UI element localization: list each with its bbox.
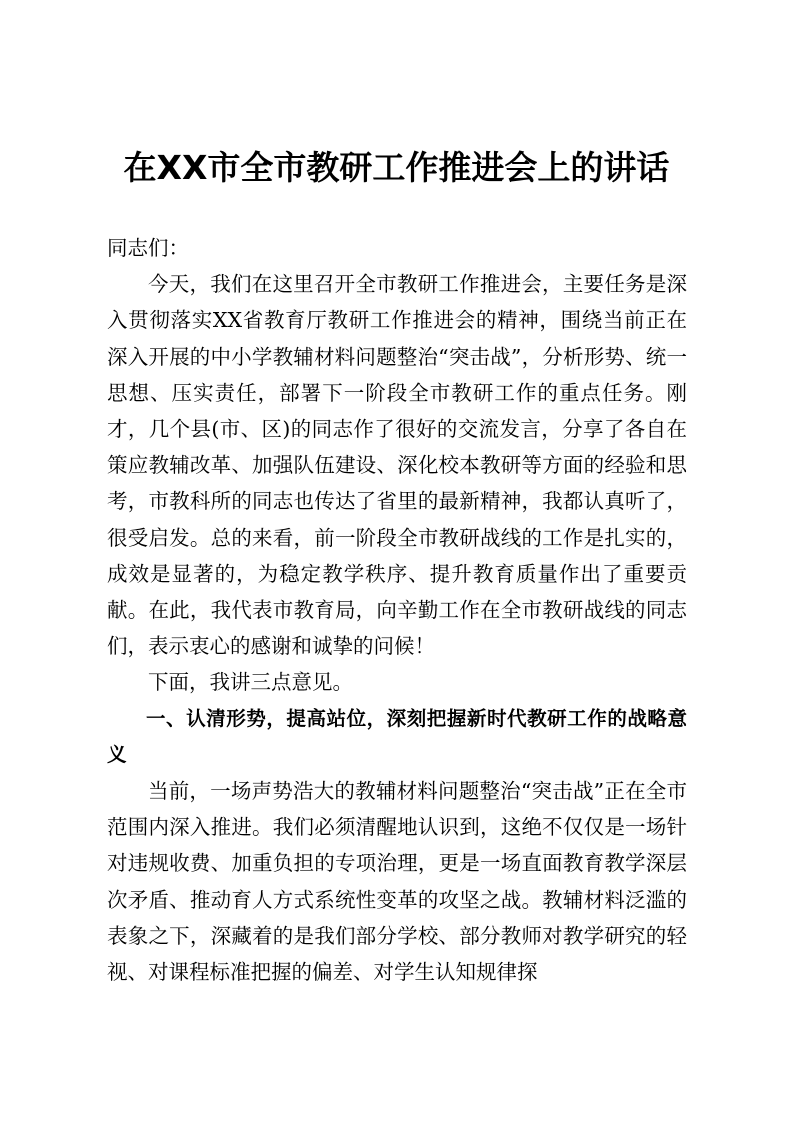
salutation: 同志们：: [107, 236, 189, 260]
paragraph-transition: 下面，我讲三点意见。: [148, 670, 353, 695]
section-heading-1: 一、认清形势，提高站位，深刻把握新时代教研工作的战略意义: [107, 706, 687, 766]
document-body: [107, 230, 687, 990]
paragraph-opening: 今天，我们在这里召开全市教研工作推进会，主要任务是深入贯彻落实XX省教育厅教研工作推进会的精神，围绕当前正在深入开展的中小学教辅材料问题整治“突击战”，分析形势、统一思想、压实责任，部署下一阶段全市教研工作的重点任务。刚才，几个县(市、区)的同志作了很好的交流发言，分享了各自在策应教辅改革、加强队伍建设、深化校本教研等方面的经验和思考，市教科所的同志也传达了省里的最新精神，我都认真听了，很受启发。总的来看，前一阶段全市教研战线的工作是扎实的，成效是显著的，为稳定教学秩序、提升教育质量作出了重要贡献。在此，我代表市教育局，向辛勤工作在全市教研战线的同志们，表示衷心的感谢和诚挚的问候！: [107, 272, 687, 659]
document-title: 在XX市全市教研工作推进会上的讲话: [123, 148, 670, 187]
paragraph-section-1: 当前，一场声势浩大的教辅材料问题整治“突击战”正在全市范围内深入推进。我们必须清醒地认识到，这绝不仅仅是一场针对违规收费、加重负担的专项治理，更是一场直面教育教学深层次矛盾、推动育人方式系统性变革的攻坚之战。教辅材料泛滥的表象之下，深藏着的是我们部分学校、部分教师对教学研究的轻视、对课程标准把握的偏差、对学生认知规律探: [107, 779, 687, 985]
